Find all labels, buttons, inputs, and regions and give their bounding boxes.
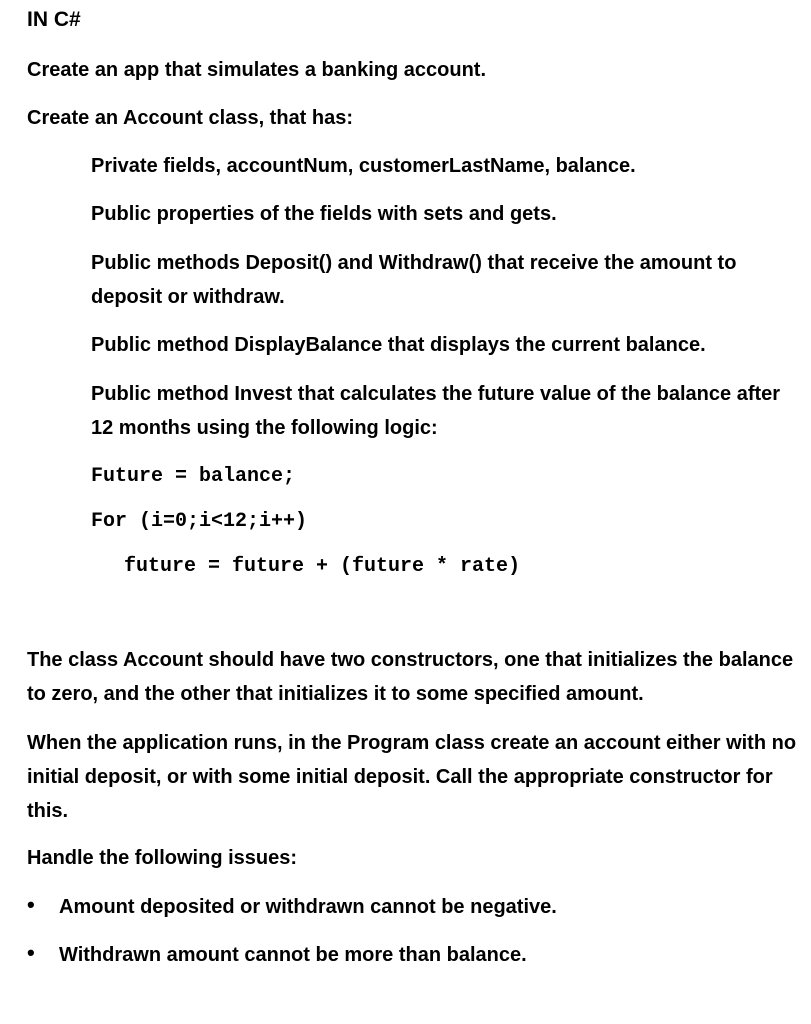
intro-line-1: Create an app that simulates a banking account. <box>27 59 487 81</box>
issue-item: Withdrawn amount cannot be more than balance. <box>59 944 527 966</box>
requirement-methods: Public methods Deposit() and Withdraw() that receive the amount to deposit or withdraw. <box>91 252 737 308</box>
intro-line-2: Create an Account class, that has: <box>27 107 354 129</box>
bullet-icon: • <box>27 940 35 965</box>
program-paragraph: When the application runs, in the Program class create an account either with no initial deposit, or with some initial deposit. Call the appropriate constructor for this. <box>27 732 797 822</box>
assignment-heading: IN C# <box>27 8 81 31</box>
requirement-invest: Public method Invest that calculates the future value of the balance after 12 months using the following logic: <box>91 383 781 439</box>
requirement-fields: Private fields, accountNum, customerLastName, balance. <box>91 155 636 177</box>
bullet-icon: • <box>27 892 35 917</box>
code-line-future-update: future = future + (future * rate) <box>124 555 521 578</box>
issue-item: Amount deposited or withdrawn cannot be negative. <box>59 896 557 918</box>
code-line-for-loop: For (i=0;i<12;i++) <box>91 510 308 533</box>
requirement-properties: Public properties of the fields with sets and gets. <box>91 203 557 225</box>
code-line-future-init: Future = balance; <box>91 465 296 488</box>
issues-title: Handle the following issues: <box>27 847 298 869</box>
constructors-paragraph: The class Account should have two constructors, one that initializes the balance to zero, and the other that initializes it to some specified amount. <box>27 649 794 705</box>
requirement-display: Public method DisplayBalance that displays the current balance. <box>91 334 706 356</box>
